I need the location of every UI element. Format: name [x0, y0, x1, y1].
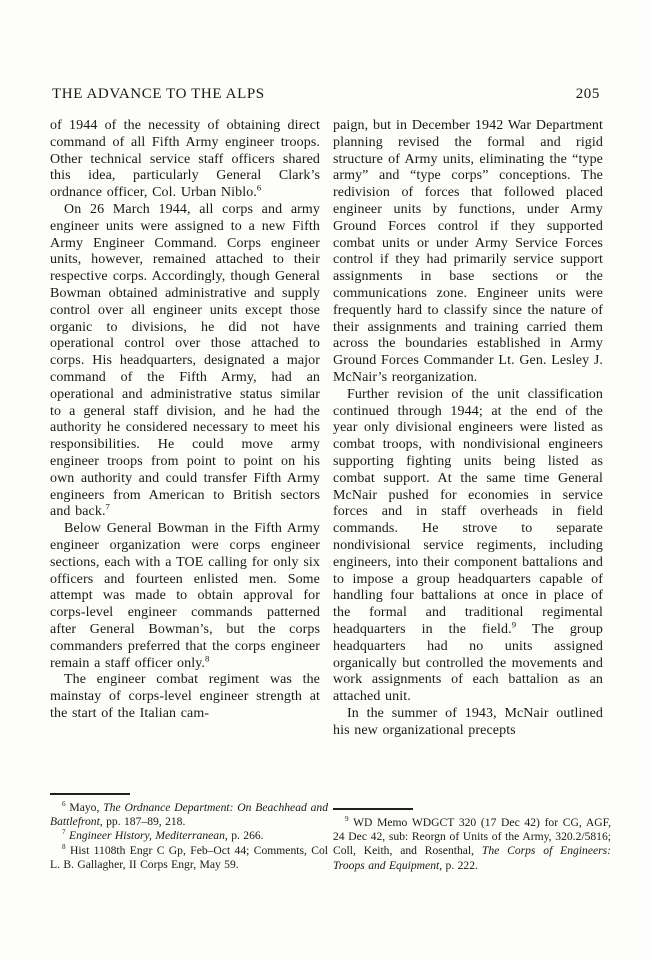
left-column-body [50, 118, 320, 723]
running-head-title: THE ADVANCE TO THE ALPS [52, 86, 265, 102]
italic-text: The Corps of Engineers: Troops and Equipment [333, 844, 611, 872]
footnote: $^9$ WD Memo WDGCT 320 (17 Dec 42) for CG, AGF, 24 Dec 42, sub: Reorgn of Units of the Army, 320.2/5816; Coll, Keith, and Rosenthal, The Corps of Engineers: Troops and Equipment, p. 222. [333, 815, 611, 872]
footnote-ref: 7 [105, 501, 110, 512]
paragraph: On 26 March 1944, all corps and army engineer units were assigned to a new Fifth Army Engineer Command. Corps engineer units, however, remained attached to their respective corps. Accordingly, though General Bowman obtained administrative and supply control over all engineer units except those organic to divisions, he did not have operational control over those attached to corps. His headquarters, designated a major command of the Fifth Army, had an operational and administrative status similar to a general staff division, and he had the authority he considered necessary to meet his responsibilities. He could move army engineer troops from point to point on his own authority and could transfer Fifth Army engineers from American to British sectors and back.$^7$ [50, 201, 320, 520]
page-number: 205 [575, 86, 600, 102]
footnote-ref: 9 [511, 619, 517, 630]
footnote-ref: 6 [256, 182, 262, 193]
footnote: $^8$ Hist 1108th Engr C Gp, Feb–Oct 44; Comments, Col L. B. Gallagher, II Corps Engr, May 59. [50, 842, 328, 871]
paragraph: Further revision of the unit classification continued through 1944; at the end of the year only divisional engineers were listed as combat troops, with nondivisional engineers supporting fighting units being listed as combat support. At the same time General McNair pushed for economies in service forces and in staff overheads in field commands. He strove to separate nondivisional service regiments, including engineers, into their component battalions and to impose a group headquarters capable of handling four battalions at once in place of the formal and traditional regimental headquarters in the field.$^9$ The group headquarters had no units assigned organically but controlled the movements and work assignments of each battalion as an attached unit. [333, 386, 603, 705]
footnote: $^7$ Engineer History, Mediterranean, p. 266. [62, 828, 264, 843]
right-column-footnotes [333, 808, 611, 873]
footnote-separator [50, 793, 130, 795]
italic-text: Engineer History, Mediterranean [69, 829, 225, 843]
footnote-ref: 9 [345, 815, 349, 824]
footnote-separator [333, 808, 413, 810]
paragraph: In the summer of 1943, McNair outlined his new organizational precepts [333, 705, 603, 738]
left-column-footnotes [50, 793, 328, 872]
footnote-ref: 8 [205, 652, 210, 663]
footnote-ref: 8 [62, 842, 66, 851]
paragraph: of 1944 of the necessity of obtaining direct command of all Fifth Army engineer troops. Other technical service staff officers shared this idea, particularly General Clark’s ordnance officer, Col. Urban Niblo.$^6$ [50, 118, 320, 201]
paragraph: Below General Bowman in the Fifth Army engineer organization were corps engineer sections, each with a TOE calling for only six officers and fourteen enlisted men. Some attempt was made to obtain approval for corps-level engineer commands patterned after General Bowman’s, but the corps commanders preferred that the corps engineer remain a staff officer only.$^8$ [50, 521, 320, 671]
footnote-ref: 7 [62, 828, 66, 837]
paragraph: The engineer combat regiment was the mainstay of corps-level engineer strength at the start of the Italian cam- [50, 672, 320, 721]
paragraph: paign, but in December 1942 War Department planning revised the formal and rigid structure of Army units, eliminating the “type army” and “type corps” conceptions. The redivision of forces that followed placed engineer units by functions, under Army Ground Forces control if they supported combat units or under Army Service Forces control if they had primarily service support assignments in base sections or the communications zone. Engineer units were frequently hard to classify since the nature of their assignments and training carried them across the boundaries established in Army Ground Forces Commander Lt. Gen. Lesley J. McNair’s reorganization. [333, 118, 603, 385]
running-header [52, 86, 600, 103]
italic-text: The Ordnance Department: On Beachhead and Battlefront [50, 801, 329, 829]
right-column-body [333, 118, 603, 739]
footnote-ref: 6 [62, 800, 66, 809]
footnote: $^6$ Mayo, The Ordnance Department: On Beachhead and Battlefront, pp. 187–89, 218. [50, 800, 329, 829]
